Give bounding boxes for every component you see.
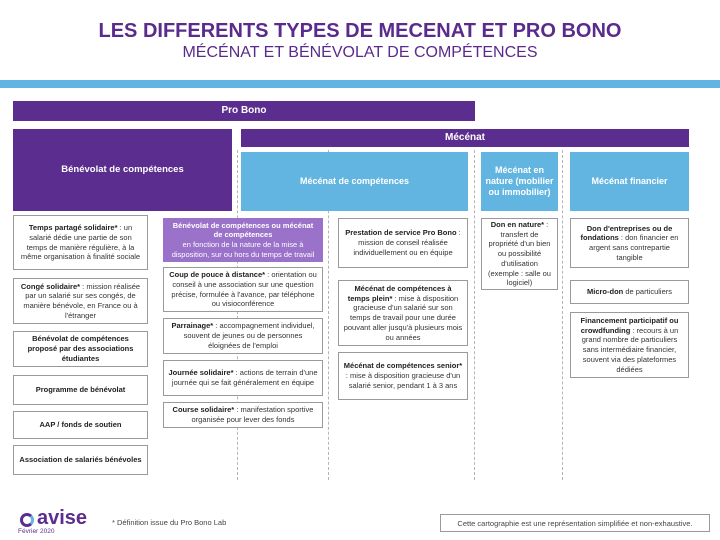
item-course-solidaire: Course solidaire* : manifestation sportive organisée pour lever des fonds (163, 402, 323, 428)
item-prestation-pro-bono: Prestation de service Pro Bono : mission de conseil réalisée individuellement ou en équipe (338, 218, 468, 268)
item-benevolat-ou-mecenat: Bénévolat de compétences ou mécénat de compétences en fonction de la nature de la mise à disposition, sur ou hors du temps de travail (163, 218, 323, 262)
definition-note: * Définition issue du Pro Bono Lab (112, 518, 227, 527)
item-association-salaries: Association de salariés bénévoles (13, 445, 148, 475)
item-coup-de-pouce: Coup de pouce à distance* : orientation ou conseil à une association sur une question précise, formulée à l'avance, par téléphone ou visioconférence (163, 267, 323, 312)
disclaimer-box: Cette cartographie est une représentation simplifiée et non-exhaustive. (440, 514, 710, 532)
header-divider (0, 80, 720, 88)
avise-logo: avise (20, 507, 87, 530)
header-mecenat-nature: Mécénat en nature (mobilier ou immobilier) (481, 152, 558, 211)
item-associations-etudiantes: Bénévolat de compétences proposé par des associations étudiantes (13, 331, 148, 367)
header-mecenat-financier: Mécénat financier (570, 152, 689, 211)
publication-date: Février 2020 (18, 528, 55, 535)
mecenat-bar: Mécénat (241, 129, 689, 147)
item-parrainage: Parrainage* : accompagnement individuel, souvent de jeunes ou de personnes éloignées de l'emploi (163, 318, 323, 354)
item-programme-benevolat: Programme de bénévolat (13, 375, 148, 405)
header-benevolat: Bénévolat de compétences (13, 129, 232, 211)
item-mecenat-temps-plein: Mécénat de compétences à temps plein* : mise à disposition gracieuse d'un salarié sur son temps de travail pour une durée pouvant aller jusqu'à plusieurs mois ou années (338, 280, 468, 346)
item-mecenat-senior: Mécénat de compétences senior* : mise à disposition gracieuse d'un salarié senior, pendant 1 à 3 ans (338, 352, 468, 400)
page-subtitle: MÉCÉNAT ET BÉNÉVOLAT DE COMPÉTENCES (182, 44, 538, 61)
column-separator (474, 150, 475, 480)
item-temps-partage: Temps partagé solidaire* : un salarié dédie une partie de son temps de manière régulière, à la même organisation à finalité sociale (13, 215, 148, 270)
item-conge-solidaire: Congé solidaire* : mission réalisée par un salarié sur ses congés, de manière bénévole, en France ou à l'étranger (13, 278, 148, 324)
page-title: LES DIFFERENTS TYPES DE MECENAT ET PRO BONO (98, 20, 622, 42)
item-don-en-nature: Don en nature* : transfert de propriété d'un bien ou possibilité d'utilisation (exemple : salle ou logiciel) (481, 218, 558, 290)
item-aap-fonds: AAP / fonds de soutien (13, 411, 148, 439)
logo-mark-icon (20, 513, 34, 527)
item-journee-solidaire: Journée solidaire* : actions de terrain d'une journée qui se fait généralement en équipe (163, 360, 323, 396)
item-don-entreprises: Don d'entreprises ou de fondations : don financier en argent sans contrepartie tangible (570, 218, 689, 268)
item-micro-don: Micro-don de particuliers (570, 280, 689, 304)
header-mecenat-competences: Mécénat de compétences (241, 152, 468, 211)
item-financement-participatif: Financement participatif ou crowdfunding : recours à un grand nombre de particuliers sans intermédiaire financier, souvent via des plateformes dédiées (570, 312, 689, 378)
pro-bono-bar: Pro Bono (13, 101, 475, 121)
column-separator (562, 150, 563, 480)
column-separator (237, 150, 238, 480)
